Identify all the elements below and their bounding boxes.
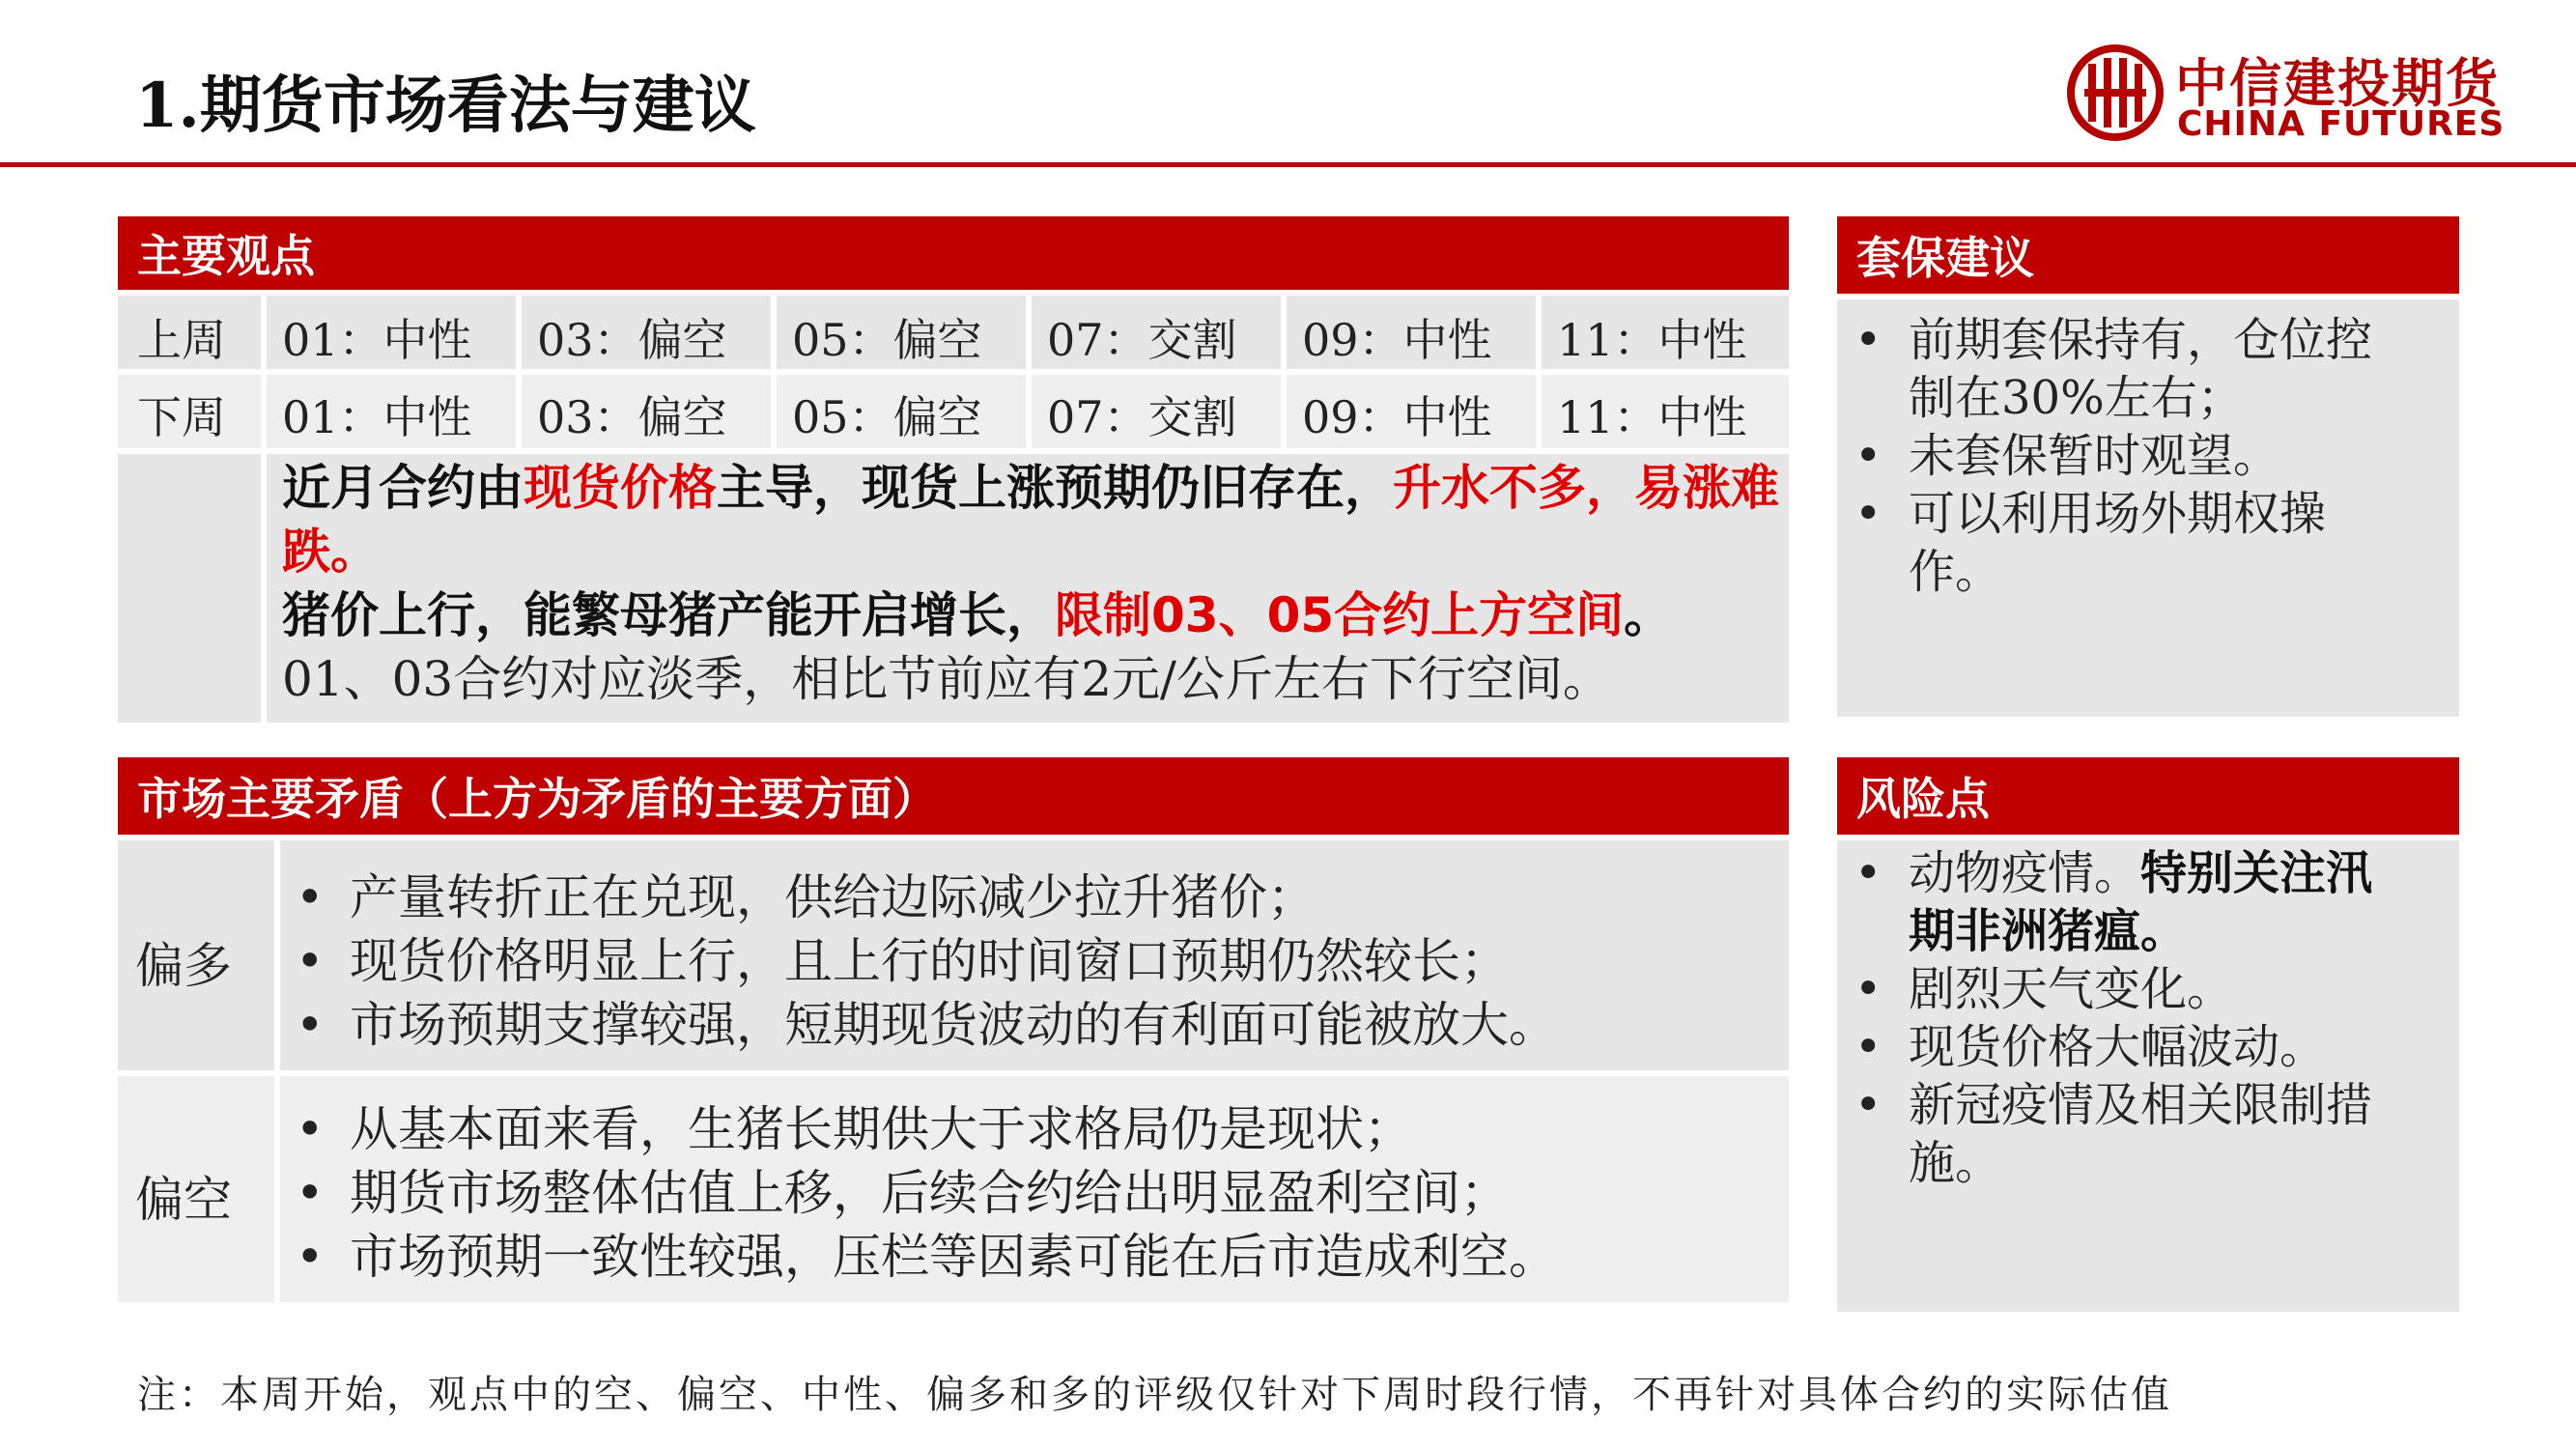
views-cell — [1032, 296, 1281, 369]
view-rating: 05：偏空 — [792, 391, 982, 443]
footnote: 注：本周开始，观点中的空、偏空、中性、偏多和多的评级仅针对下周时段行情，不再针对具体合约的实际估值 — [137, 1373, 2172, 1417]
views-summary-text — [282, 456, 1789, 711]
conflicts-header: 市场主要矛盾（上方为矛盾的主要方面） — [118, 757, 1789, 835]
risk-list — [1847, 844, 2407, 1192]
list-item: • 市场预期一致性较强，压栏等因素可能在后市造成利空。 — [288, 1225, 1557, 1289]
view-rating: 09：中性 — [1302, 314, 1492, 366]
views-cell — [777, 375, 1026, 448]
china-futures-logo-icon — [2067, 44, 2164, 141]
list-item: • 产量转折正在兑现，供给边际减少拉升猪价； — [288, 866, 1557, 929]
view-rating: 07：交割 — [1047, 391, 1237, 443]
views-cell — [1032, 375, 1281, 448]
views-row-label-cell — [118, 296, 261, 369]
view-rating: 01：中性 — [282, 391, 472, 443]
list-item: • 市场预期支撑较强，短期现货波动的有利面可能被放大。 — [288, 993, 1557, 1057]
list-item: • 新冠疫情及相关限制措施。 — [1847, 1076, 2407, 1192]
conflict-label-bear: 偏空 — [135, 1172, 232, 1228]
views-summary-label-cell — [118, 454, 261, 723]
list-item: • 现货价格大幅波动。 — [1847, 1018, 2407, 1076]
list-item: • 未套保暂时观望。 — [1847, 427, 2407, 485]
views-cell — [1542, 375, 1789, 448]
views-row-label: 上周 — [137, 314, 226, 366]
conflict-label-cell — [118, 840, 274, 1070]
view-rating: 11：中性 — [1557, 314, 1747, 366]
company-logo — [2067, 41, 2511, 147]
list-item: • 从基本面来看，生猪长期供大于求格局仍是现状； — [288, 1097, 1557, 1161]
list-item: • 可以利用场外期权操作。 — [1847, 485, 2407, 601]
view-rating: 03：偏空 — [537, 314, 727, 366]
views-row-label-cell — [118, 375, 261, 448]
views-cell — [267, 375, 516, 448]
view-rating: 03：偏空 — [537, 391, 727, 443]
views-cell — [522, 375, 771, 448]
conflict-bear-list — [288, 1097, 1557, 1289]
list-item: • 剧烈天气变化。 — [1847, 960, 2407, 1018]
view-rating: 05：偏空 — [792, 314, 982, 366]
summary-line-1: 近月合约由现货价格主导，现货上涨预期仍旧存在，升水不多，易涨难跌。 — [282, 460, 1779, 580]
views-cell — [522, 296, 771, 369]
views-cell — [777, 296, 1026, 369]
logo-name-cn: 中信建投期货 — [2175, 53, 2500, 114]
hedge-header: 套保建议 — [1837, 216, 2459, 294]
title-rule — [0, 162, 2576, 167]
views-cell — [267, 296, 516, 369]
view-rating: 07：交割 — [1047, 314, 1237, 366]
conflict-label-bull: 偏多 — [135, 938, 232, 994]
hedge-list — [1847, 311, 2407, 601]
view-rating: 09：中性 — [1302, 391, 1492, 443]
risk-header: 风险点 — [1837, 757, 2459, 835]
list-item: • 现货价格明显上行，且上行的时间窗口预期仍然较长； — [288, 929, 1557, 993]
view-rating: 11：中性 — [1557, 391, 1747, 443]
list-item: • 期货市场整体估值上移，后续合约给出明显盈利空间； — [288, 1161, 1557, 1225]
views-cell — [1542, 296, 1789, 369]
page-title: 1.期货市场看法与建议 — [135, 70, 756, 142]
list-item: • 前期套保持有，仓位控制在30%左右； — [1847, 311, 2407, 427]
list-item: • 动物疫情。特别关注汛期非洲猪瘟。 — [1847, 844, 2407, 960]
conflict-bull-list — [288, 866, 1557, 1057]
views-row-label: 下周 — [137, 391, 226, 443]
logo-name-en: CHINA FUTURES — [2177, 104, 2505, 144]
views-header: 主要观点 — [118, 216, 1789, 290]
views-cell — [1287, 375, 1536, 448]
conflict-label-cell — [118, 1076, 274, 1302]
views-cell — [1287, 296, 1536, 369]
summary-line-2: 猪价上行，能繁母猪产能开启增长，限制03、05合约上方空间。 — [282, 587, 1673, 643]
summary-line-3: 01、03合约对应淡季，相比节前应有2元/公斤左右下行空间。 — [282, 651, 1611, 707]
view-rating: 01：中性 — [282, 314, 472, 366]
